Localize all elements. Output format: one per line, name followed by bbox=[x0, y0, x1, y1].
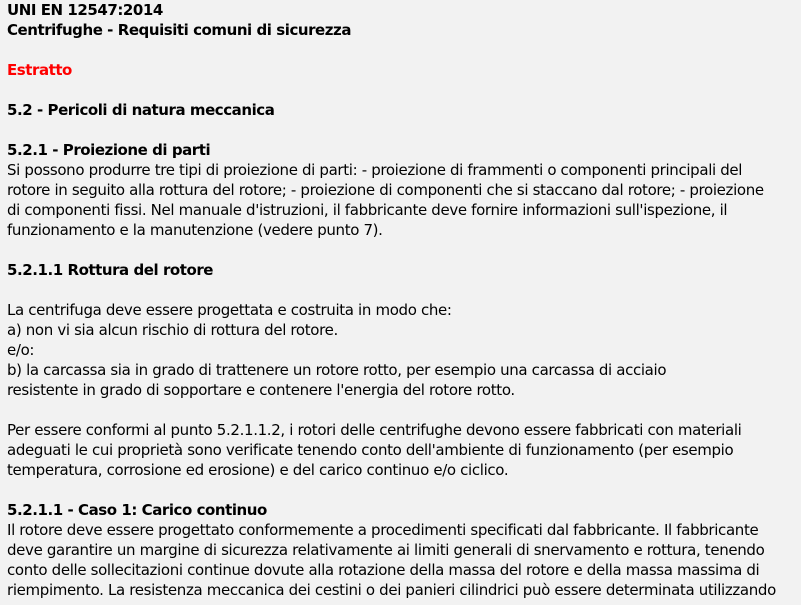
paragraph-line: rotore in seguito alla rottura del rotore; - proiezione di componenti che si staccano dal rotore; - proiezione bbox=[7, 181, 764, 199]
standard-code: UNI EN 12547:2014 bbox=[7, 1, 163, 19]
section-heading-5-2-1: 5.2.1 - Proiezione di parti bbox=[7, 141, 211, 159]
spacer bbox=[7, 40, 801, 60]
paragraph-line: funzionamento e la manutenzione (vedere punto 7). bbox=[7, 221, 383, 239]
excerpt-label: Estratto bbox=[7, 61, 72, 79]
spacer bbox=[7, 240, 801, 260]
list-item-b: b) la carcassa sia in grado di trattenere un rotore rotto, per esempio una carcassa di acciaio bbox=[7, 361, 667, 379]
list-item-a: a) non vi sia alcun rischio di rottura del rotore. bbox=[7, 321, 338, 339]
paragraph-line: adeguati le cui proprietà sono verificate tenendo conto dell'ambiente di funzionamento (per esempio bbox=[7, 441, 734, 459]
paragraph-line: conto delle sollecitazioni continue dovute alla rotazione della massa del rotore e della massa massima di bbox=[7, 561, 760, 579]
spacer bbox=[7, 480, 801, 500]
spacer bbox=[7, 280, 801, 300]
paragraph-line: Il rotore deve essere progettato conformemente a procedimenti specificati dal fabbricante. Il fabbricante bbox=[7, 521, 759, 539]
section-5-2-1 bbox=[7, 140, 801, 240]
spacer bbox=[7, 80, 801, 100]
section-caso-1 bbox=[7, 500, 801, 600]
paragraph-line: deve garantire un margine di sicurezza relativamente ai limiti generali di snervamento e rottura, tenendo bbox=[7, 541, 765, 559]
spacer bbox=[7, 120, 801, 140]
paragraph-line: La centrifuga deve essere progettata e costruita in modo che: bbox=[7, 301, 452, 319]
section-heading-5-2: 5.2 - Pericoli di natura meccanica bbox=[7, 101, 275, 119]
paragraph-line: e/o: bbox=[7, 341, 35, 359]
section-5-2-1-1 bbox=[7, 260, 801, 480]
paragraph-line: Si possono produrre tre tipi di proiezione di parti: - proiezione di frammenti o componenti principali del bbox=[7, 161, 743, 179]
paragraph-line: resistente in grado di sopportare e contenere l'energia del rotore rotto. bbox=[7, 381, 515, 399]
section-heading-5-2-1-1: 5.2.1.1 Rottura del rotore bbox=[7, 261, 214, 279]
paragraph-line: riempimento. La resistenza meccanica dei cestini o dei panieri cilindrici può essere determinata utilizzando bbox=[7, 581, 776, 599]
document-subtitle: Centrifughe - Requisiti comuni di sicurezza bbox=[7, 21, 352, 39]
paragraph-line: di componenti fissi. Nel manuale d'istruzioni, il fabbricante deve fornire informazioni sull'ispezione, il bbox=[7, 201, 728, 219]
section-heading-caso-1: 5.2.1.1 - Caso 1: Carico continuo bbox=[7, 501, 267, 519]
paragraph-line: Per essere conformi al punto 5.2.1.1.2, i rotori delle centrifughe devono essere fabbricati con materiali bbox=[7, 421, 742, 439]
paragraph-line: temperatura, corrosione ed erosione) e del carico continuo e/o ciclico. bbox=[7, 461, 509, 479]
spacer bbox=[7, 400, 801, 420]
